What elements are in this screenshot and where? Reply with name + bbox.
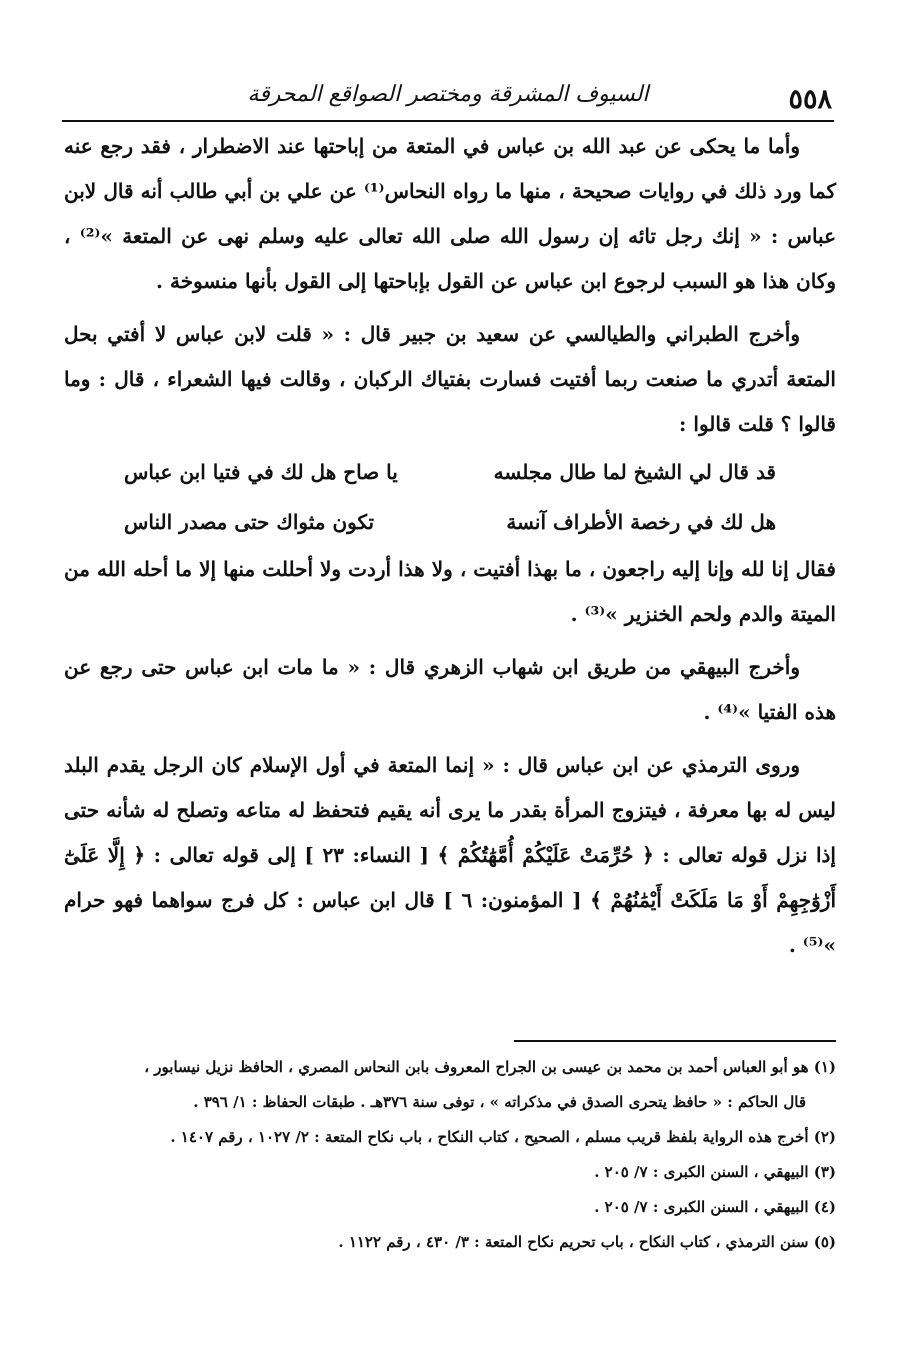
page-number: ٥٥٨ [788,84,832,115]
running-title: السيوف المشرقة ومختصر الصواقع المحرقة [247,82,649,107]
poem-hemistich-first: هل لك في رخصة الأطراف آنسة [506,510,776,534]
footnote-4: (٤) البيهقي ، السنن الكبرى : ٧/ ٢٠٥ . [594,1198,836,1216]
page-header [62,78,834,122]
footnote-3: (٣) البيهقي ، السنن الكبرى : ٧/ ٢٠٥ . [594,1163,836,1181]
poem-hemistich-first: قد قال لي الشيخ لما طال مجلسه [493,460,776,484]
footnote-2: (٢) أخرج هذه الرواية بلفظ قريب مسلم ، الصحيح ، كتاب النكاح ، باب نكاح المتعة : ٢/ ١٠٢٧ ، رقم ١٤٠٧ . [170,1128,836,1146]
paragraph-tirmidhi-report: وروى الترمذي عن ابن عباس قال : « إنما المتعة في أول الإسلام كان الرجل يقدم البلد ليس له بها معرفة ، فيتزوج المرأة بقدر ما يرى أنه يقيم فتحفظ له متاعه وتصلح له شأنه حتى إذا نزل قوله تعالى : ﴿ حُرِّمَتْ عَلَيْكُمْ أُمَّهَٰتُكُمْ ﴾ [ النساء: ٢٣ ] إلى قوله تعالى : ﴿ إِلَّا عَلَىٰٓ أَزْوَٰجِهِمْ أَوْ مَا مَلَكَتْ أَيْمَٰنُهُمْ ﴾ [ المؤمنون: ٦ ] قال ابن عباس : كل فرج سواهما فهو حرام »⁽⁵⁾ . [64,753,836,957]
main-text [64,124,836,968]
footnotes [64,1050,836,1260]
paragraph-ibn-abbas-reply: فقال إنا لله وإنا إليه راجعون ، ما بهذا أفتيت ، ولا هذا أردت ولا أحللت منها إلا ما أحله الله من الميتة والدم ولحم الخنزير »⁽³⁾ . [64,557,836,626]
poem-hemistich-second: يا صاح هل لك في فتيا ابن عباس [124,460,398,484]
poem [64,447,836,547]
footnote-1: (١) هو أبو العباس أحمد بن محمد بن عيسى بن الجراح المعروف بابن النحاس المصري ، الحافظ نزيل نيسابور ، [144,1058,836,1076]
footnote-5: (٥) سنن الترمذي ، كتاب النكاح ، باب تحريم نكاح المتعة : ٣/ ٤٣٠ ، رقم ١١٢٢ . [338,1233,836,1251]
paragraph-tabarani-report: وأخرج الطبراني والطيالسي عن سعيد بن جبير قال : « قلت لابن عباس لا أفتي بحل المتعة أتدري ما صنعت ربما أفتيت فسارت بفتياك الركبان ، وقالت فيها الشعراء ، قال : وما قالوا ؟ قلت قالوا : [64,322,836,436]
footnote-divider [514,1040,836,1042]
poem-hemistich-second: تكون مثواك حتى مصدر الناس [124,510,375,534]
paragraph-ibn-abbas-retraction: وأما ما يحكى عن عبد الله بن عباس في المتعة من إباحتها عند الاضطرار ، فقد رجع عنه كما ورد ذلك في روايات صحيحة ، منها ما رواه النحاس⁽¹⁾ عن علي بن أبي طالب أنه قال لابن عباس : « إنك رجل تائه إن رسول الله صلى الله تعالى عليه وسلم نهى عن المتعة »⁽²⁾ ، وكان هذا هو السبب لرجوع ابن عباس عن القول بإباحتها إلى القول بأنها منسوخة . [64,134,837,293]
paragraph-bayhaqi-report: وأخرج البيهقي من طريق ابن شهاب الزهري قال : « ما مات ابن عباس حتى رجع عن هذه الفتيا »⁽⁴⁾ . [64,655,836,724]
poem-verse [64,447,836,497]
footnote-1-continued: قال الحاكم : « حافظ يتحرى الصدق في مذكراته » ، توفى سنة ٣٧٦هـ . طبقات الحفاظ : ١/ ٣٩٦ . [193,1093,806,1111]
poem-verse [64,497,836,547]
